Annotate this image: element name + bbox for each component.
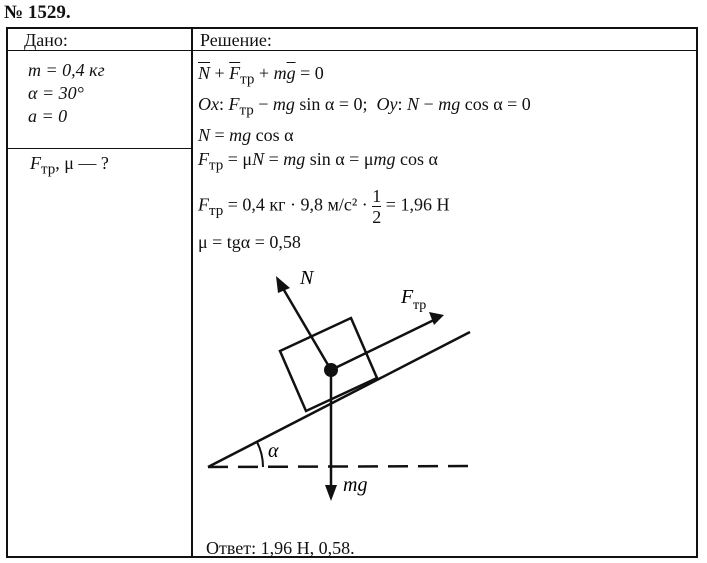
equation-friction: $F_{тр} = \mu N$ = mg sin α = μmg cos α [198,149,438,174]
equation-projections: Ox: $F_{тр}$ − mg sin α = 0; Oy: N − mg cos α = 0 [198,94,531,119]
equation-mu: μ = tgα = 0,58 [198,232,301,252]
equation-vector-sum: $\overline{N} + \overline{F}_{тр} + m\overline{g} = 0$ [198,63,324,88]
given-mass: m = 0,4 кг [28,60,105,80]
given-acceleration: a = 0 [28,106,68,126]
equation-normal: N = mg cos α [198,125,294,145]
label-N: N [300,267,314,289]
solution-header: Решение: [200,30,272,50]
equation-numeric: $F_{тр} = 0,4$ кг · 9,8 м/с² · $\frac{1}{2}$ = 1,96 Н [198,186,450,227]
incline-diagram [8,29,700,560]
normal-force-arrowhead [276,276,290,293]
label-F: F [401,286,414,308]
answer: Ответ: 1,96 Н, 0,58. [206,538,355,558]
friction-force-arrowhead [429,312,444,325]
gravity-arrowhead [325,485,337,501]
incline-line [208,332,470,467]
given-angle: α = 30° [28,83,84,103]
angle-arc [257,442,263,467]
horizontal-dashed-line [208,466,476,467]
normal-force-arrow [281,285,331,370]
solution-table [6,27,698,558]
label-F-sub: тр [413,298,427,313]
given-header: Дано: [24,30,68,50]
label-alpha: α [268,440,279,462]
problem-title: № 1529. [4,2,71,23]
find-unknowns: $F_{тр}$, μ — ? [30,153,109,178]
label-mg: mg [343,474,368,496]
friction-force-arrow [331,319,436,370]
